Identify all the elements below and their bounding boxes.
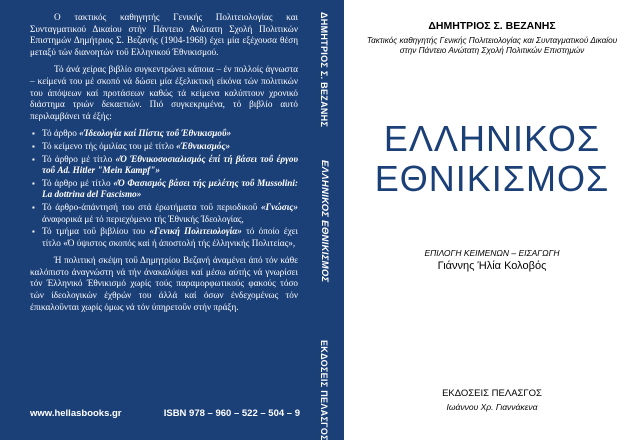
item-title: «Ό Φασισμός βάσει τής μελέτης τοΰ Mussolini: La dottrina del Fascismo» <box>42 177 298 200</box>
spine-title: ΕΛΛΗΝΙΚΟΣ ΕΘΝΙΚΙΣΜΟΣ <box>319 160 330 283</box>
spine-title-box <box>319 160 341 290</box>
front-title-line-2: ΕΘΝΙΚΙΣΜΟΣ <box>374 158 610 199</box>
contents-item <box>30 141 298 153</box>
editor-name: Γιάννης Ήλία Κολοβός <box>437 260 547 272</box>
blurb-paragraph-1: Ο τακτικός καθηγητής Γενικής Πολιτειολογίας και Συνταγματικού Δικαίου στήν Πάντειο Ανώτατη Σχολή Πολιτικών Επιστημών Δημήτριος Σ. Βεζανής (1904-1968) έχει μία εξέχουσα θέση μεταξύ τών διανοητών τοΰ Ελληνικού Έθνικισμού. <box>30 12 298 57</box>
contents-item <box>30 226 298 249</box>
spine-publisher: ΕΚΔΟΣΕΙΣ ΠΕΛΑΣΓΟΣ <box>319 340 329 441</box>
front-publisher: ΕΚΔΟΣΕΙΣ ΠΕΛΑΣΓΟΣ <box>442 388 542 399</box>
spine-author-box <box>319 12 341 162</box>
front-author: ΔΗΜΗΤΡΙΟΣ Σ. ΒΕΖΑΝΗΣ <box>428 20 556 32</box>
item-title: «Έθνικισμός» <box>176 140 231 151</box>
item-text: Τό άρθρο <box>42 128 80 139</box>
back-cover <box>0 0 316 440</box>
item-text: Τό κείμενο τής όμιλίας του μέ τίτλο <box>42 140 177 151</box>
blurb-paragraph-2: Τό άνά χείρας βιβλίο συγκεντρώνει κάποια – έν πολλοίς άγνωστα – κείμενά του μέ σκοπό νά δώσει μία έξελικτική είκόνα τών πολιτικών του άπόψεων καί προτάσεων καθώς τά κείμενα καλύπτουν χρονικό διάστημα τριών δεκαετιών. Πιό συγκεκριμένα, τό βιβλίο αυτό περιλαμβάνει τά έξής: <box>30 64 298 121</box>
front-author-subtitle: Τακτικός καθηγητής Γενικής Πολιτειολογίας και Συνταγματικού Δικαίου στην Πάντειο Ανώτατη Σχολή Πολιτικών Επιστημών <box>366 36 618 55</box>
item-title: «Γενική Πολιτειολογία» <box>149 226 242 237</box>
item-title: «Ό Έθνικοσοσιαλισμός έπί τή βάσει τοΰ έργου τοΰ Ad. Hitler "Mein Kampf"» <box>42 153 298 176</box>
item-text: Τό άρθρο μέ τίτλο <box>42 177 114 188</box>
item-title: «Γνώσις» <box>260 201 298 212</box>
item-title: «Ίδεολογία καί Πίστις τοΰ Έθνικισμοΰ» <box>79 128 232 139</box>
isbn: ISBN 978 – 960 – 522 – 504 – 9 <box>163 408 300 419</box>
front-publisher-subtitle: Ιωάννου Χρ. Γιαννάκενα <box>446 402 538 412</box>
front-title-line-1: ΕΛΛΗΝΙΚΟΣ <box>383 118 601 159</box>
contents-item <box>30 202 298 225</box>
item-text: Τό άρθρο-άπάντησή του στά έρωτήματα τοΰ περιοδικοΰ <box>42 201 261 212</box>
item-text: Τό άρθρο μέ τίτλο <box>42 153 116 164</box>
spine-author: ΔΗΜΗΤΡΙΟΣ Σ. ΒΕΖΑΝΗΣ <box>319 12 329 128</box>
contents-item <box>30 128 298 140</box>
website-link[interactable]: www.hellasbooks.gr <box>30 408 122 419</box>
contents-item <box>30 154 298 177</box>
item-text: Τό τμήμα τοΰ βιβλίου του <box>42 226 150 237</box>
front-cover <box>344 0 640 440</box>
editor-label: ΕΠΙΛΟΓΗ ΚΕΙΜΕΝΩΝ – ΕΙΣΑΓΩΓΗ <box>424 248 560 258</box>
spine-publisher-box <box>319 340 341 441</box>
item-text-tail: άναφορικά μέ τό περιεχόμενο τής Έθνικής Ίδεολογίας, <box>42 213 244 224</box>
back-blurb <box>30 12 298 319</box>
contents-list <box>30 128 298 249</box>
contents-item <box>30 178 298 201</box>
back-footer <box>30 408 300 419</box>
item-text-tail: τό όποίο έχει τίτλο «Ό ύψιστος σκοπός καί ή άποστολή τής έλληνικής Πολιτείας», <box>42 226 298 248</box>
blurb-paragraph-3: Ή πολιτική σκέψη τοΰ Δημητρίου Βεζανή άναμένει άπό τόν κάθε καλόπιστο άναγνώστη νά τήν άνακαλύψει καί μέσω αύτής νά γνωρίσει τόν Έλληνικό Έθνικισμό χωρίς τούς παραμορφωτικούς φακούς τόσο τών ίδεολογικών έχθρών του άλλά καί όσων ένδεχομένως τόν έπικαλοΰνται χωρίς όμως νά τόν ύπηρετοΰν στήν πράξη. <box>30 255 298 312</box>
spine <box>316 0 344 440</box>
